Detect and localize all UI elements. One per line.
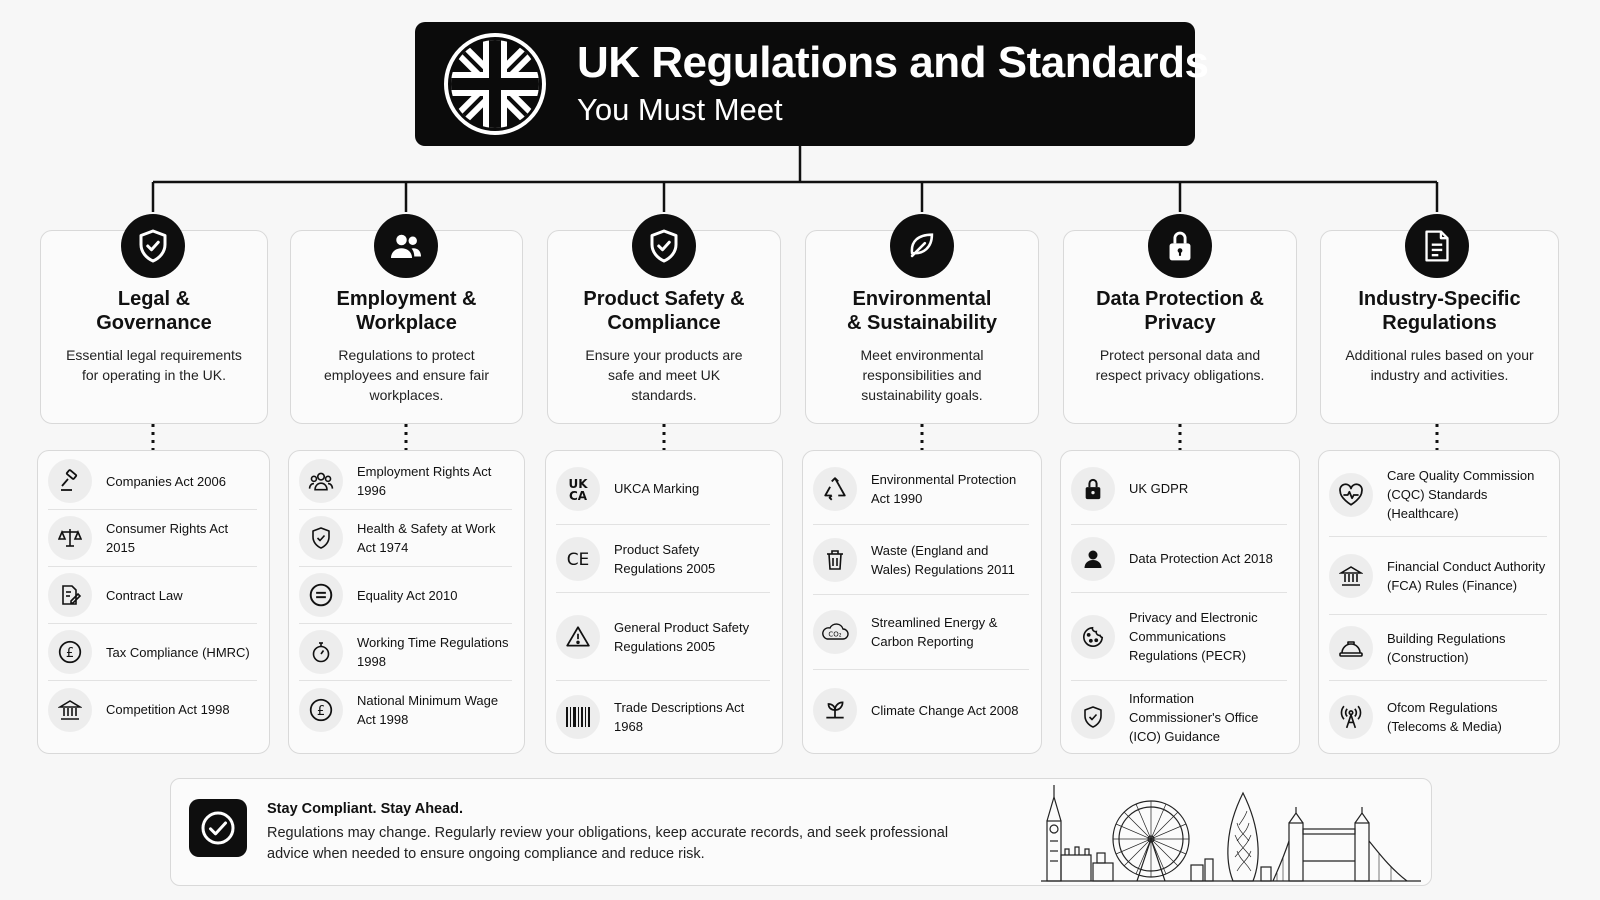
list-item[interactable]: Environmental Protection Act 1990	[813, 453, 1029, 525]
page-subtitle: You Must Meet	[577, 92, 783, 127]
list-item[interactable]: Care Quality Commission (CQC) Standards (Healthcare)	[1329, 453, 1547, 537]
london-skyline-icon	[1041, 781, 1421, 883]
shield-check-icon	[299, 516, 343, 560]
leaf-icon	[890, 214, 954, 278]
list-item[interactable]: Contract Law	[48, 567, 257, 624]
list-item[interactable]: Competition Act 1998	[48, 681, 257, 738]
list-item[interactable]: General Product Safety Regulations 2005	[556, 593, 770, 681]
list-item[interactable]: Consumer Rights Act 2015	[48, 510, 257, 567]
heart-pulse-icon	[1329, 473, 1373, 517]
list-item[interactable]: Companies Act 2006	[48, 453, 257, 510]
list-item[interactable]: Equality Act 2010	[299, 567, 512, 624]
shield-check-icon	[121, 214, 185, 278]
trash-bin-icon	[813, 538, 857, 582]
list-item[interactable]: Working Time Regulations 1998	[299, 624, 512, 681]
category-title: Product Safety & Compliance	[583, 288, 745, 334]
page-title: UK Regulations and Standards	[577, 38, 1209, 87]
category-title: Legal & Governance	[96, 288, 212, 334]
list-item[interactable]: Ofcom Regulations (Telecoms & Media)	[1329, 681, 1547, 753]
union-jack-icon	[443, 32, 547, 136]
list-item[interactable]: £ National Minimum Wage Act 1998	[299, 681, 512, 738]
hard-hat-icon	[1329, 626, 1373, 670]
category-description: Essential legal requirements for operating in the UK.	[66, 347, 242, 383]
svg-text:CA: CA	[568, 488, 588, 503]
warning-triangle-icon	[556, 615, 600, 659]
footer-note	[170, 778, 1432, 886]
items-list-industry-specific	[1318, 450, 1560, 754]
people-icon	[374, 214, 438, 278]
bank-icon	[1329, 554, 1373, 598]
svg-text:£: £	[316, 703, 326, 719]
document-icon	[1405, 214, 1469, 278]
list-item[interactable]: CO₂ Streamlined Energy & Carbon Reporting	[813, 595, 1029, 670]
list-item[interactable]: Waste (England and Wales) Regulations 2011	[813, 525, 1029, 595]
co2-cloud-icon	[813, 610, 857, 654]
stopwatch-icon	[299, 630, 343, 674]
list-item[interactable]: Building Regulations (Construction)	[1329, 615, 1547, 681]
items-list-product-safety	[545, 450, 783, 754]
svg-text:£: £	[65, 645, 75, 661]
person-icon	[1071, 537, 1115, 581]
svg-text:CE: CE	[566, 549, 590, 570]
list-item[interactable]: Employment Rights Act 1996	[299, 453, 512, 510]
scales-icon	[48, 516, 92, 560]
institution-icon	[48, 688, 92, 732]
shield-check-icon	[1071, 695, 1115, 739]
contract-pen-icon	[48, 573, 92, 617]
svg-text:CO₂: CO₂	[828, 630, 842, 639]
ce-mark-icon	[556, 537, 600, 581]
barcode-icon	[556, 695, 600, 739]
ukca-mark-icon	[556, 467, 600, 511]
category-title: Industry-Specific Regulations	[1358, 288, 1521, 334]
seedling-icon	[813, 688, 857, 732]
shield-check-icon	[632, 214, 696, 278]
items-list-legal	[37, 450, 270, 754]
list-item[interactable]: £ Tax Compliance (HMRC)	[48, 624, 257, 681]
list-item[interactable]: UK CA UKCA Marking	[556, 453, 770, 525]
category-title: Environmental & Sustainability	[846, 288, 998, 334]
padlock-icon	[1071, 467, 1115, 511]
items-list-environmental	[802, 450, 1042, 754]
list-item[interactable]: CE Product Safety Regulations 2005	[556, 525, 770, 593]
gavel-icon	[48, 459, 92, 503]
list-item[interactable]: Health & Safety at Work Act 1974	[299, 510, 512, 567]
broadcast-tower-icon	[1329, 695, 1373, 739]
category-description: Meet environmental responsibilities and sustainability goals.	[860, 347, 984, 403]
checkmark-icon	[189, 799, 247, 857]
list-item[interactable]: Financial Conduct Authority (FCA) Rules (Finance)	[1329, 537, 1547, 615]
footer-title: Stay Compliant. Stay Ahead.	[267, 801, 464, 817]
category-description: Protect personal data and respect privacy obligations.	[1095, 347, 1265, 383]
category-title: Data Protection & Privacy	[1096, 288, 1264, 334]
list-item[interactable]: UK GDPR	[1071, 453, 1287, 525]
items-list-data-protection	[1060, 450, 1300, 754]
list-item[interactable]: Data Protection Act 2018	[1071, 525, 1287, 593]
pound-coin-icon	[299, 688, 343, 732]
category-description: Additional rules based on your industry and activities.	[1345, 347, 1534, 383]
category-title: Employment & Workplace	[336, 288, 477, 334]
list-item[interactable]: Climate Change Act 2008	[813, 670, 1029, 750]
header-banner	[415, 22, 1209, 146]
category-description: Regulations to protect employees and ensure fair workplaces.	[324, 347, 489, 403]
list-item[interactable]: Trade Descriptions Act 1968	[556, 681, 770, 753]
cookie-icon	[1071, 615, 1115, 659]
list-item[interactable]: Privacy and Electronic Communications Regulations (PECR)	[1071, 593, 1287, 681]
equals-icon	[299, 573, 343, 617]
footer-text: Regulations may change. Regularly review your obligations, keep accurate records, and seek professional advice when needed to ensure ongoing compliance and reduce risk.	[267, 825, 949, 862]
items-list-employment	[288, 450, 525, 754]
category-description: Ensure your products are safe and meet UK standards.	[585, 347, 743, 403]
padlock-icon	[1148, 214, 1212, 278]
svg-text:UK: UK	[568, 476, 588, 491]
pound-coin-icon	[48, 630, 92, 674]
list-item[interactable]: Information Commissioner's Office (ICO) Guidance	[1071, 681, 1287, 753]
group-icon	[299, 459, 343, 503]
recycle-icon	[813, 467, 857, 511]
